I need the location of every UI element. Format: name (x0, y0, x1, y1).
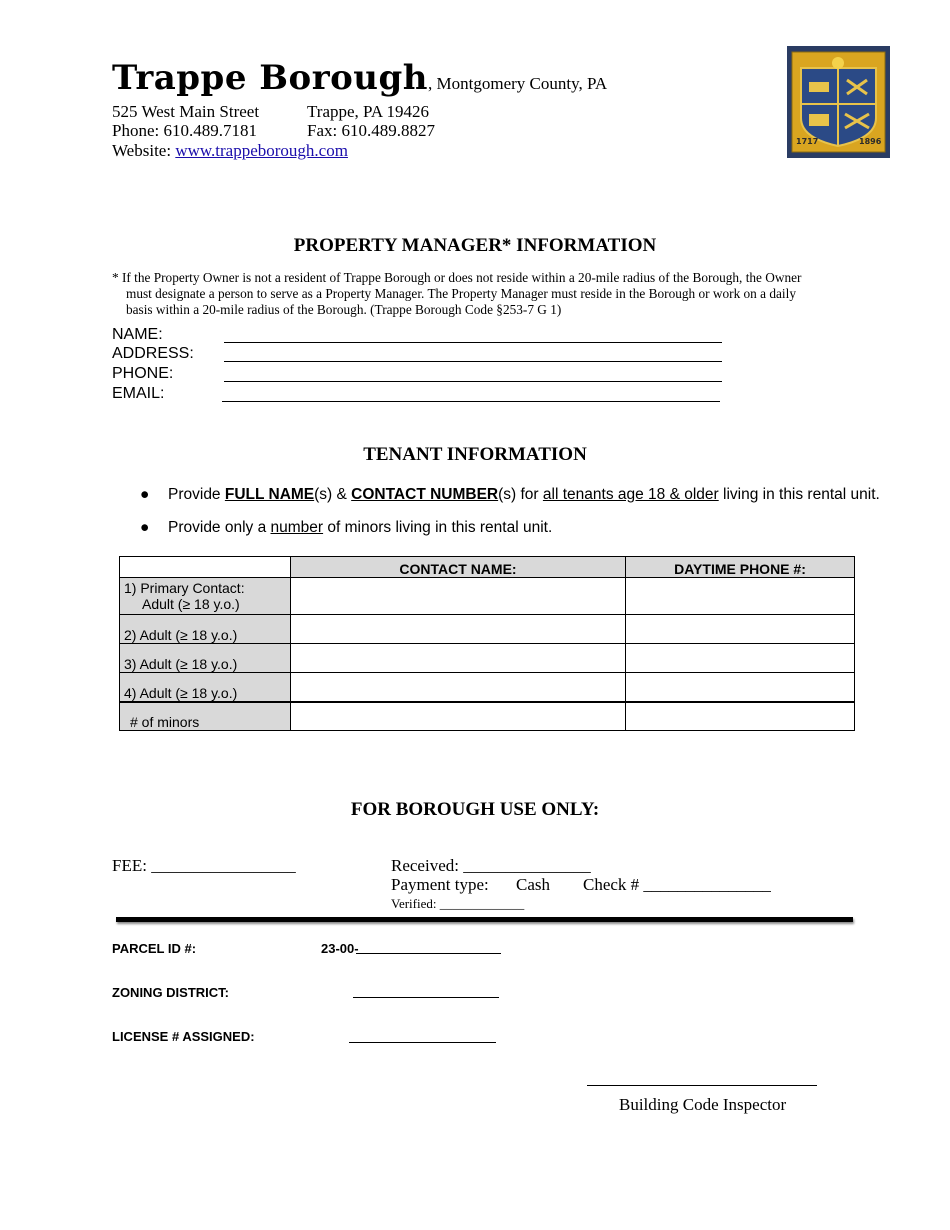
note-line-2: must designate a person to serve as a Property Manager. The Property Manager must reside in the Borough or work on a daily (126, 286, 796, 301)
fax-number: Fax: 610.489.8827 (307, 121, 435, 140)
table-corner-cell (120, 557, 291, 578)
daytime-phone-cell[interactable] (626, 578, 855, 615)
cash-option[interactable]: Cash (516, 875, 550, 894)
minors-count-cell[interactable] (291, 702, 626, 731)
primary-adult-label: Adult (≥ 18 y.o.) (142, 596, 240, 612)
street-address: 525 West Main Street (112, 102, 260, 121)
bullet-dot-icon: ● (140, 519, 150, 536)
table-row (120, 578, 855, 615)
primary-contact-label: 1) Primary Contact: (124, 580, 245, 596)
email-label: EMAIL: (112, 385, 165, 402)
fee-line[interactable]: FEE: _________________ (112, 856, 296, 875)
minors-extra-cell[interactable] (626, 702, 855, 731)
seal-year-left: 1717 (796, 137, 819, 146)
bullet1-all-tenants: all tenants age 18 & older (542, 486, 719, 503)
row-label-minors (120, 702, 291, 731)
phone-field[interactable] (224, 381, 722, 382)
address-label: ADDRESS: (112, 345, 194, 362)
contact-name-cell[interactable] (291, 673, 626, 702)
row-label-adult-3: 3) Adult (≥ 18 y.o.) (120, 644, 291, 673)
daytime-phone-cell[interactable] (626, 615, 855, 644)
contact-name-cell[interactable] (291, 615, 626, 644)
verified-line[interactable]: Verified: _____________ (391, 896, 525, 911)
county: , Montgomery County, PA (428, 74, 608, 93)
payment-type-label: Payment type: (391, 875, 489, 894)
contact-name-cell[interactable] (291, 578, 626, 615)
city-state-zip: Trappe, PA 19426 (307, 102, 430, 121)
name-field[interactable] (224, 342, 722, 343)
property-manager-note (112, 270, 842, 318)
table-row (120, 615, 855, 644)
phone-number: Phone: 610.489.7181 (112, 121, 257, 140)
inspector-signature-line[interactable] (587, 1085, 817, 1086)
borough-use-title: FOR BOROUGH USE ONLY: (350, 799, 600, 820)
table-row (120, 644, 855, 673)
thick-divider (116, 917, 853, 922)
note-line-3: basis within a 20-mile radius of the Borough. (Trappe Borough Code §253-7 G 1) (126, 302, 562, 317)
bullet-dot-icon: ● (140, 486, 150, 503)
bullet1-text-4: living in this rental unit. (718, 486, 880, 503)
website-link[interactable]: www.trappeborough.com (175, 141, 348, 160)
daytime-phone-cell[interactable] (626, 644, 855, 673)
tenant-bullet-2 (140, 519, 553, 537)
contact-name-cell[interactable] (291, 644, 626, 673)
daytime-phone-cell[interactable] (626, 673, 855, 702)
website-label: Website: (112, 141, 176, 160)
inspector-label: Building Code Inspector (619, 1095, 787, 1114)
address-field[interactable] (224, 361, 722, 362)
note-line-1: * If the Property Owner is not a resident of Trappe Borough or does not reside within a 20-mile radius of the Borough, the Owner (112, 270, 802, 285)
email-field[interactable] (222, 401, 720, 402)
zoning-district-field[interactable] (353, 997, 499, 998)
table-row (120, 673, 855, 702)
seal-year-right: 1896 (859, 137, 882, 146)
name-label: NAME: (112, 326, 163, 343)
letterhead (112, 58, 607, 98)
zoning-district-label: ZONING DISTRICT: (112, 985, 229, 1000)
bullet1-text-1: Provide (168, 486, 225, 503)
contact-name-header: CONTACT NAME: (291, 557, 626, 578)
bullet2-text-1: Provide only a (168, 519, 271, 536)
phone-label: PHONE: (112, 365, 174, 382)
parcel-id-field[interactable] (356, 953, 501, 954)
license-number-label: LICENSE # ASSIGNED: (112, 1029, 255, 1044)
property-manager-title: PROPERTY MANAGER* INFORMATION (293, 235, 657, 256)
bullet1-contact-number: CONTACT NUMBER (351, 486, 499, 503)
row-label-adult-4: 4) Adult (≥ 18 y.o.) (120, 673, 291, 702)
received-line[interactable]: Received: _______________ (391, 856, 591, 875)
check-number-line[interactable]: Check # _______________ (583, 875, 771, 894)
row-label-primary (120, 578, 291, 615)
bullet1-text-2: (s) & (314, 486, 352, 503)
bullet1-full-name: FULL NAME (224, 486, 315, 503)
tenant-title: TENANT INFORMATION (363, 444, 587, 465)
parcel-id-label: PARCEL ID #: (112, 941, 197, 956)
tenant-bullet-1 (140, 486, 880, 504)
borough-seal (787, 46, 890, 158)
parcel-id-prefix: 23-00- (321, 941, 359, 956)
seal-icon (787, 46, 890, 158)
table-row (120, 702, 855, 731)
bullet2-number: number (270, 519, 324, 536)
daytime-phone-header: DAYTIME PHONE #: (626, 557, 855, 578)
row-label-adult-2: 2) Adult (≥ 18 y.o.) (120, 615, 291, 644)
borough-name: Trappe Borough (112, 58, 429, 98)
minors-label: # of minors (130, 714, 200, 730)
license-number-field[interactable] (349, 1042, 496, 1043)
bullet1-text-3: (s) for (498, 486, 543, 503)
website-line (112, 141, 348, 161)
table-header-row (120, 557, 855, 578)
bullet2-text-2: of minors living in this rental unit. (323, 519, 553, 536)
tenant-table (119, 556, 855, 731)
